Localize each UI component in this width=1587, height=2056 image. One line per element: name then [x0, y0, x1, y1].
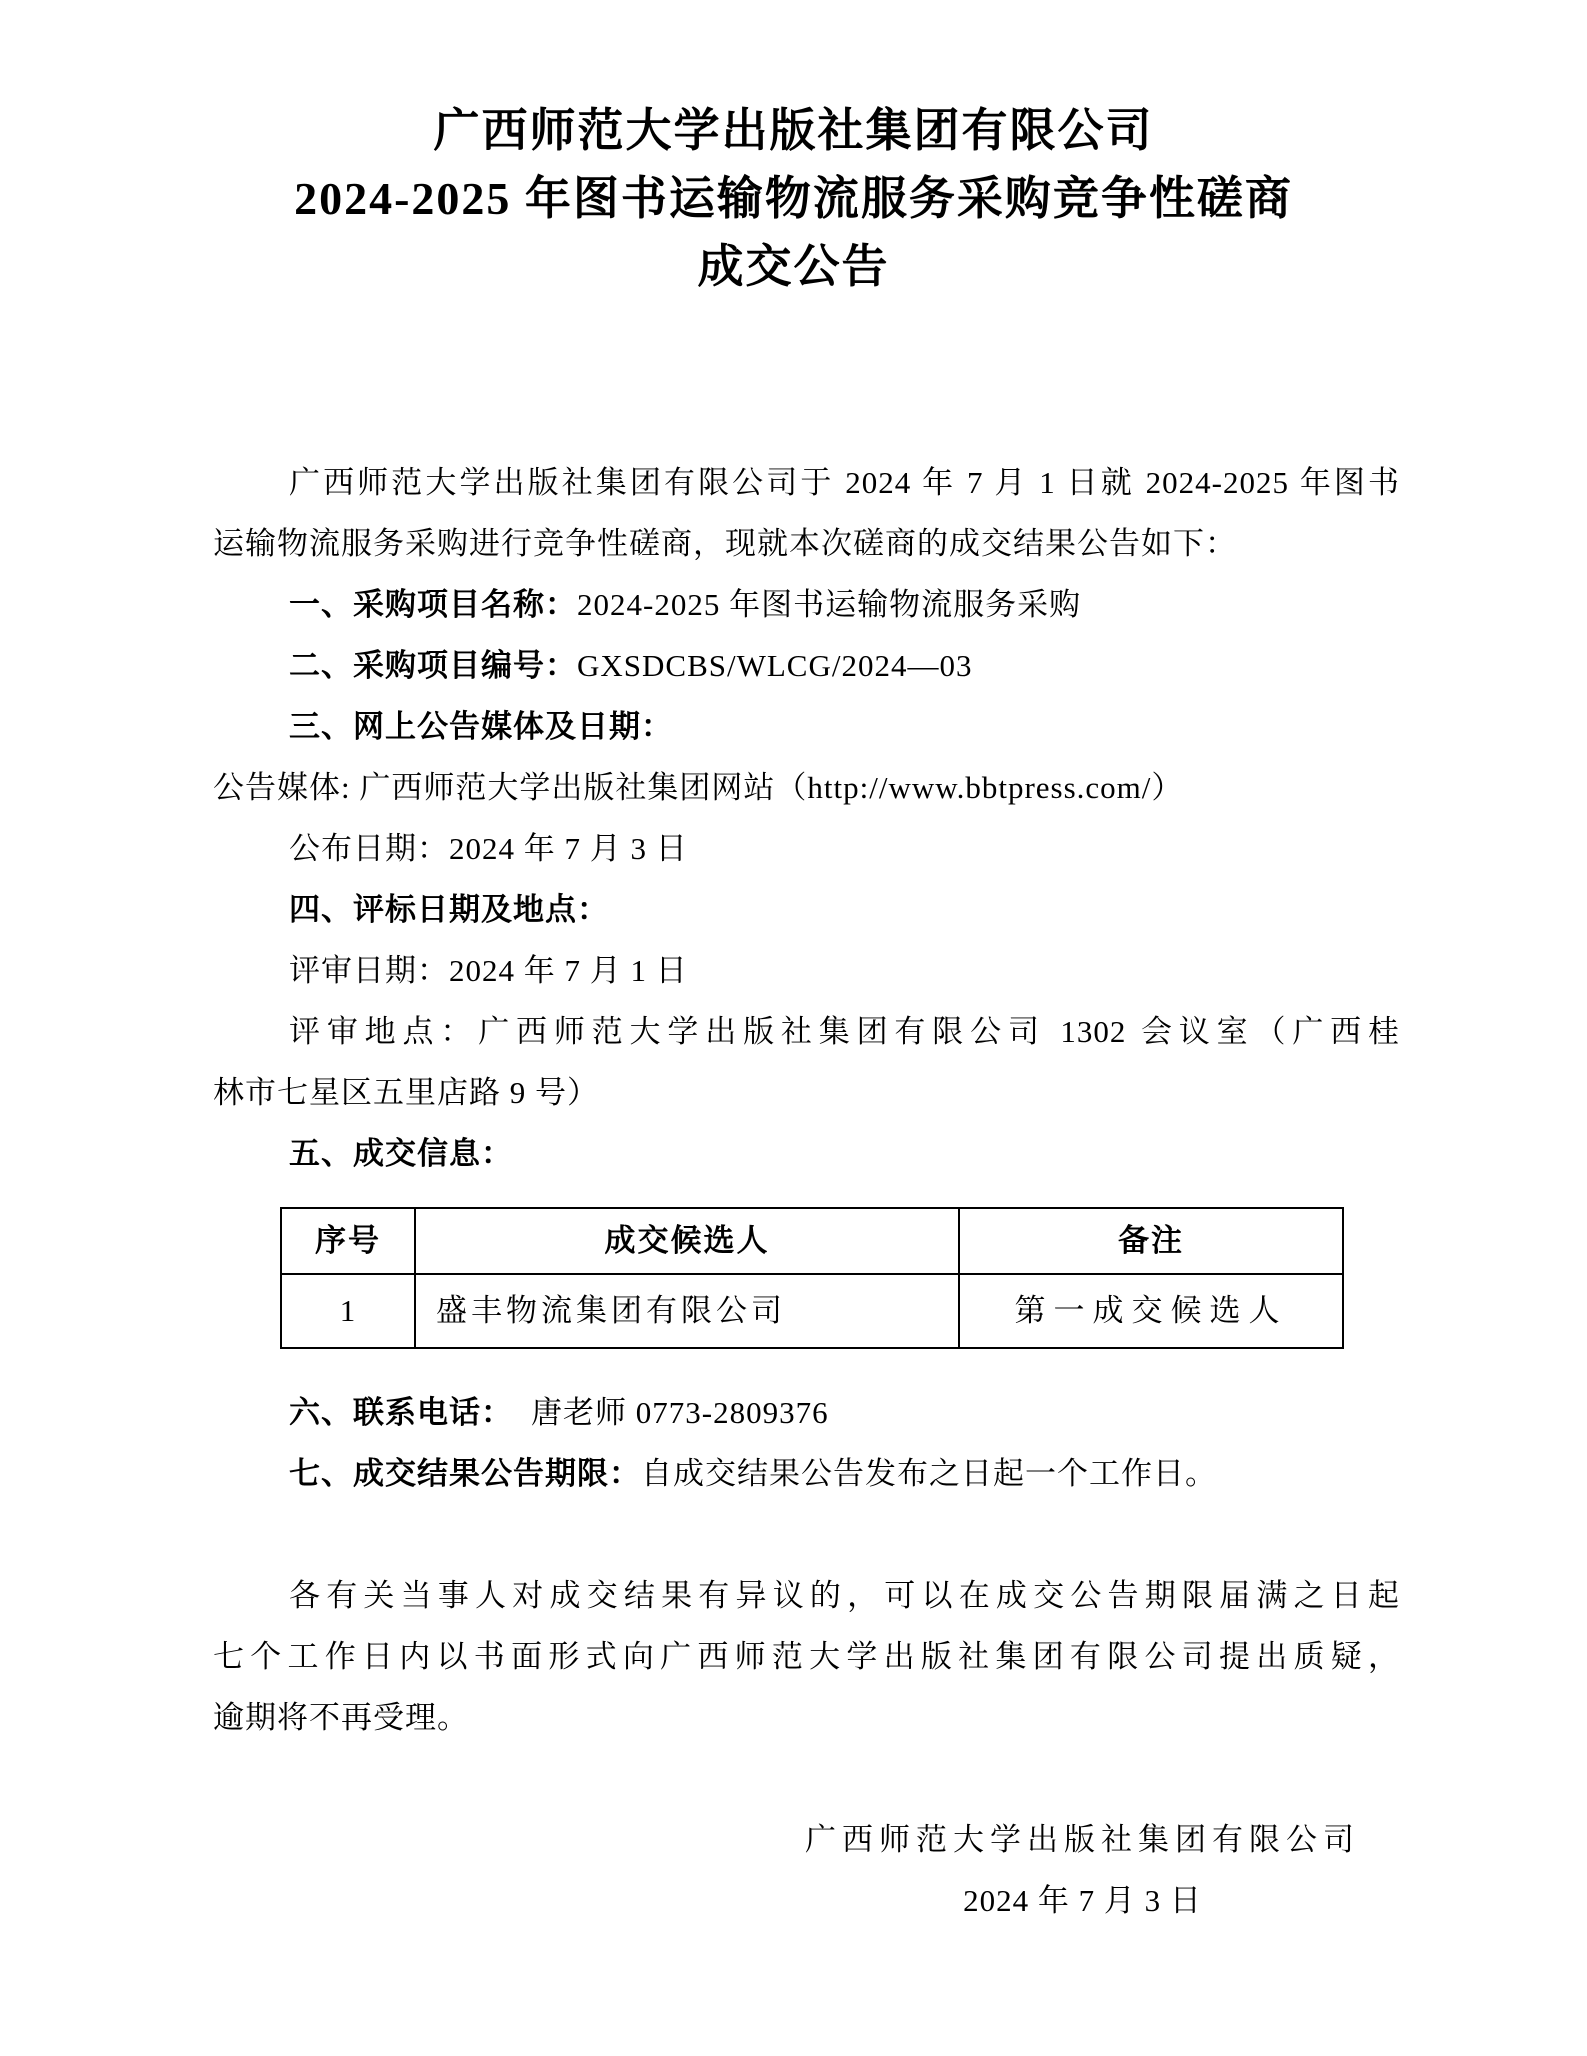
item-project-number-value: GXSDCBS/WLCG/2024—03: [577, 648, 973, 683]
header-serial: 序号: [281, 1208, 415, 1274]
intro-line-2: 运输物流服务采购进行竞争性磋商，现就本次磋商的成交结果公告如下：: [213, 526, 1237, 561]
award-table-data-row: [281, 1274, 1343, 1348]
cell-remark: 第一成交候选人: [959, 1274, 1343, 1348]
document-title: [0, 97, 1587, 301]
item-award-info: [213, 1123, 1400, 1184]
item-result-period-value: 自成交结果公告发布之日起一个工作日。: [641, 1456, 1217, 1491]
header-candidate: 成交候选人: [415, 1208, 959, 1274]
intro-line-1: 广西师范大学出版社集团有限公司于 2024 年 7 月 1 日就 2024-2025 年图书: [289, 465, 1400, 500]
title-line-type: 成交公告: [697, 241, 890, 292]
item-announcement-media: [213, 696, 1400, 757]
item-contact-phone-label: 六、联系电话：: [289, 1395, 513, 1430]
item-result-period: [213, 1443, 1400, 1504]
award-table-header-row: [281, 1208, 1343, 1274]
blank-line: [213, 1748, 1400, 1809]
item-award-info-label: 五、成交信息：: [289, 1136, 513, 1171]
media-value: 广西师范大学出版社集团网站（http://www.bbtpress.com/）: [359, 770, 1184, 805]
cell-serial: 1: [281, 1274, 415, 1348]
blank-line: [213, 1504, 1400, 1565]
media-label: 公告媒体:: [213, 770, 360, 805]
closing-line-2: 七个工作日内以书面形式向广西师范大学出版社集团有限公司提出质疑，: [213, 1639, 1400, 1674]
document-body: [213, 452, 1400, 1931]
review-date-line: 评审日期：2024 年 7 月 1 日: [289, 953, 688, 988]
item-contact-phone: [213, 1382, 1400, 1443]
item-project-name: [213, 574, 1400, 635]
cell-candidate: 盛丰物流集团有限公司: [415, 1274, 959, 1348]
item-project-number-label: 二、采购项目编号：: [289, 648, 577, 683]
closing-line-3: 逾期将不再受理。: [213, 1700, 469, 1735]
award-table: [280, 1207, 1344, 1349]
signature-date: 2024 年 7 月 3 日: [963, 1883, 1202, 1918]
signature-company: 广西师范大学出版社集团有限公司: [805, 1822, 1360, 1857]
item-review-date-place: [213, 879, 1400, 940]
review-place-line-2: 林市七星区五里店路 9 号）: [213, 1075, 599, 1110]
closing-line-1: 各有关当事人对成交结果有异议的，可以在成交公告期限届满之日起: [289, 1578, 1400, 1613]
publish-date-line: 公布日期：2024 年 7 月 3 日: [289, 831, 688, 866]
media-line: [213, 757, 1400, 818]
item-review-date-place-label: 四、评标日期及地点：: [289, 892, 609, 927]
item-project-name-value: 2024-2025 年图书运输物流服务采购: [577, 587, 1082, 622]
signature-block: [805, 1809, 1360, 1931]
item-project-name-label: 一、采购项目名称：: [289, 587, 577, 622]
title-line-company: 广西师范大学出版社集团有限公司: [433, 105, 1154, 156]
item-project-number: [213, 635, 1400, 696]
item-result-period-label: 七、成交结果公告期限：: [289, 1456, 641, 1491]
item-contact-phone-value: 唐老师 0773-2809376: [531, 1395, 829, 1430]
item-announcement-media-label: 三、网上公告媒体及日期：: [289, 709, 673, 744]
header-remark: 备注: [959, 1208, 1343, 1274]
title-line-project: 2024-2025 年图书运输物流服务采购竞争性磋商: [294, 173, 1293, 224]
review-place-line-1: 评审地点：广西师范大学出版社集团有限公司 1302 会议室（广西桂: [289, 1014, 1400, 1049]
